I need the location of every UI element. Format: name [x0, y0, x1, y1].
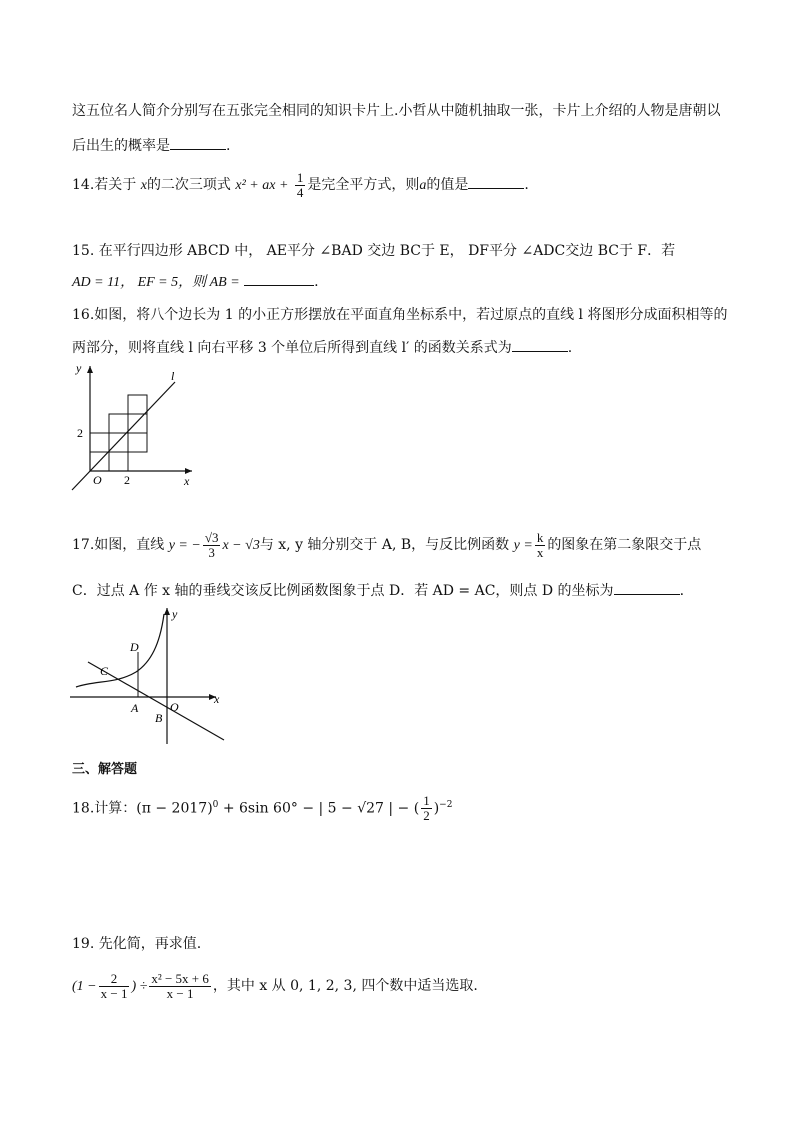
q18-text1: 计算：(π − 2017)	[94, 800, 213, 817]
q15-line2-text: AD = 11， EF = 5，则 AB =	[72, 275, 240, 290]
q19-fraction1	[99, 972, 130, 1001]
q17-f1-num: √3	[204, 529, 219, 545]
q16-line2: 两部分，则将直线 l 向右平移 3 个单位后所得到直线 l′ 的函数关系式为 .	[72, 337, 724, 358]
q18-sup2: −2	[439, 800, 453, 810]
q17-fraction1	[203, 531, 221, 560]
answer-blank	[512, 337, 568, 352]
q14-text1: 若关于	[94, 177, 137, 193]
q17-text3: 的图象在第二象限交于点	[547, 537, 702, 553]
q18-number: 18.	[72, 800, 95, 817]
label-b: B	[155, 711, 163, 725]
q17-text2: 与 x, y 轴分别交于 A, B，与反比例函数	[259, 537, 510, 553]
q19-div: ) ÷	[131, 979, 148, 994]
question-14: 14.若关于 x的二次三项式 x² + ax + $\frac{1}{4}$ 是完全平方式，则a的值是 .	[72, 169, 529, 200]
q15-line2: AD = 11， EF = 5，则 AB = .	[72, 271, 724, 293]
q17-y-eq: y = −	[168, 538, 201, 553]
q13-line2: 后出生的概率是 .	[72, 135, 724, 156]
q17-figure	[66, 604, 232, 748]
answer-blank	[244, 271, 314, 286]
q13-line2-text: 后出生的概率是	[72, 138, 170, 154]
square	[128, 395, 147, 414]
square	[90, 433, 109, 452]
q18-text3: )	[433, 800, 440, 817]
q17-text1: 如图，直线	[94, 537, 165, 553]
y-axis-arrow	[87, 366, 93, 373]
q18-text2: + 6sin 60° − | 5 − √27 | − (	[218, 800, 420, 817]
square	[128, 414, 147, 433]
square	[109, 433, 128, 452]
q15-line1: 15. 在平行四边形 ABCD 中， AE平分 ∠BAD 交边 BC于 E， DF平分 ∠ADC交边 BC于 F．若	[72, 243, 676, 259]
section-title: 三、解答题	[72, 762, 138, 777]
label-l: l	[171, 369, 175, 383]
label-x: x	[184, 474, 190, 488]
q17-f2-den: x	[536, 544, 544, 560]
label-x: x	[214, 692, 220, 706]
q18-frac-num: 1	[423, 793, 430, 809]
q14-fraction	[295, 171, 306, 200]
q16-figure	[66, 358, 206, 506]
square	[128, 433, 147, 452]
q18-fraction	[421, 794, 432, 823]
q14-text2: 的二次三项式	[146, 177, 231, 193]
square	[109, 414, 128, 433]
q17-line2-text: C．过点 A 作 x 轴的垂线交该反比例函数图象于点 D．若 AD = AC，则点 D 的坐标为	[72, 583, 614, 599]
q14-expression: x² + ax +	[235, 178, 289, 193]
q19-line1: 19. 先化简，再求值.	[72, 936, 202, 952]
q13-line1: 这五位名人简介分别写在五张完全相同的知识卡片上.小哲从中随机抽取一张，卡片上介绍的人物是唐朝以	[72, 103, 721, 119]
label-d: D	[130, 640, 139, 654]
question-18	[72, 790, 724, 824]
label-x-2: 2	[124, 473, 130, 487]
q18-frac-den: 2	[423, 808, 430, 824]
label-origin: O	[93, 473, 102, 487]
q19-expression	[72, 968, 724, 1005]
q18-sup0: 0	[212, 800, 219, 810]
q17-expr: x − √3	[222, 538, 260, 553]
q17-number: 17.	[72, 537, 95, 553]
q16-line1: 16.如图，将八个边长为 1 的小正方形摆放在平面直角坐标系中，若过原点的直线 l 将图形分成面积相等的	[72, 307, 728, 323]
q19-f2-den: x − 1	[149, 986, 211, 1001]
q17-y-eq2: y =	[513, 538, 533, 553]
q19-open: (1 −	[72, 979, 97, 994]
q19-end: ，其中 x 从 0, 1, 2, 3, 四个数中适当选取.	[212, 978, 478, 994]
q19-f1-den: x − 1	[100, 985, 128, 1001]
label-y: y	[76, 361, 82, 375]
label-y-2: 2	[77, 426, 83, 440]
q14-text4: 的值是	[426, 177, 469, 193]
q17-line2: C．过点 A 作 x 轴的垂线交该反比例函数图象于点 D．若 AD = AC，则点 D 的坐标为 .	[72, 580, 724, 601]
q17-f2-num: k	[536, 529, 544, 545]
q16-line2-text: 两部分，则将直线 l 向右平移 3 个单位后所得到直线 l′ 的函数关系式为	[72, 340, 512, 356]
label-y: y	[172, 607, 178, 621]
line-ab	[88, 662, 224, 740]
q17-f1-den: 3	[203, 545, 221, 560]
label-origin: O	[170, 700, 179, 714]
label-c: C	[100, 664, 109, 678]
q14-var-a: a	[419, 178, 427, 193]
q14-number: 14.	[72, 177, 95, 193]
answer-blank	[614, 580, 680, 595]
square	[109, 452, 128, 471]
q14-frac-num: 1	[296, 169, 304, 185]
y-axis-arrow	[164, 608, 170, 615]
answer-blank	[170, 135, 226, 150]
squares	[90, 395, 147, 471]
q19-f2-num: x² − 5x + 6	[151, 970, 209, 986]
q14-frac-den: 4	[296, 184, 304, 200]
question-17	[72, 528, 724, 563]
q14-text3: 是完全平方式，则	[307, 177, 420, 193]
answer-blank	[468, 174, 524, 189]
q19-f1-num: 2	[110, 970, 118, 986]
q14-var-x: x	[140, 178, 147, 193]
q19-fraction2	[149, 972, 211, 1001]
hyperbola-curve	[76, 614, 164, 687]
label-a: A	[131, 701, 139, 715]
q17-fraction2	[535, 531, 546, 560]
